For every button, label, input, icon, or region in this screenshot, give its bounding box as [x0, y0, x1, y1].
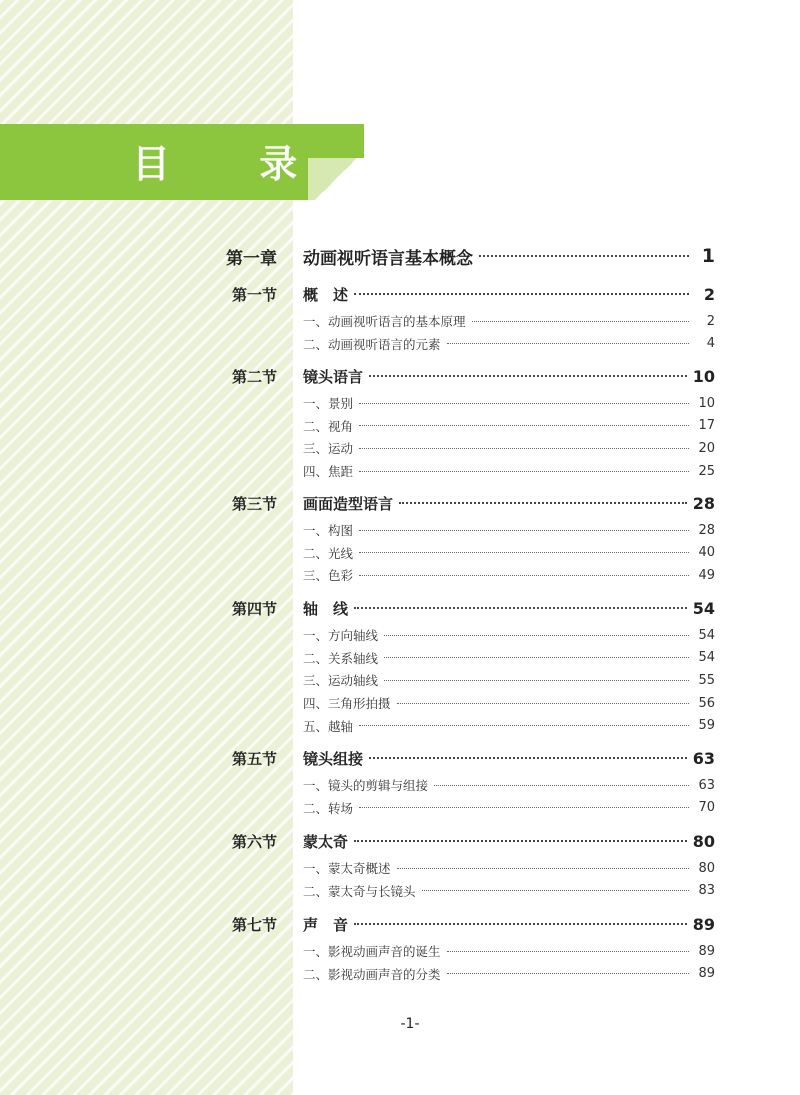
- dot-leader: [447, 951, 689, 952]
- chapter-label: 第一章: [226, 248, 277, 269]
- section-row[interactable]: [0, 284, 800, 304]
- subsection-title: 二、动画视听语言的元素: [303, 336, 441, 352]
- dot-leader: [359, 530, 689, 531]
- subsection-entry: [303, 882, 715, 900]
- section-entry: [303, 493, 715, 514]
- section-title: 蒙太奇: [303, 832, 349, 851]
- subsection-title: 二、转场: [303, 800, 354, 816]
- dot-leader: [397, 868, 689, 869]
- subsection-entry: [303, 859, 715, 877]
- section-row[interactable]: [0, 914, 800, 934]
- section-label: 第三节: [232, 494, 278, 513]
- subsection-title: 一、方向轴线: [303, 628, 379, 643]
- section-label: 第六节: [232, 832, 278, 851]
- subsection-row[interactable]: [0, 717, 800, 735]
- dot-leader: [384, 635, 689, 636]
- subsection-entry: [303, 717, 715, 735]
- subsection-entry: [303, 965, 715, 983]
- subsection-page: 56: [698, 695, 715, 711]
- subsection-title: 二、视角: [303, 418, 354, 434]
- subsection-page: 2: [706, 313, 715, 329]
- section-label: 第二节: [232, 367, 278, 386]
- dot-leader: [447, 343, 689, 344]
- section-label: 第七节: [232, 915, 278, 934]
- dot-leader: [359, 552, 689, 553]
- section-page: 63: [692, 748, 715, 768]
- section-entry: [303, 598, 715, 619]
- dot-leader: [369, 757, 687, 759]
- section-row[interactable]: [0, 366, 800, 386]
- subsection-page: 80: [698, 860, 715, 876]
- section-page: 89: [692, 914, 715, 934]
- dot-leader: [359, 448, 689, 449]
- section-title: 声 音: [303, 915, 349, 934]
- dot-leader: [359, 725, 689, 726]
- section-title: 轴 线: [303, 599, 349, 618]
- subsection-row[interactable]: [0, 776, 800, 794]
- subsection-page: 55: [698, 672, 715, 688]
- section-title: 概 述: [303, 285, 349, 304]
- subsection-title: 一、动画视听语言的基本原理: [303, 314, 466, 329]
- section-label: 第五节: [232, 749, 278, 768]
- section-row[interactable]: [0, 493, 800, 513]
- subsection-entry: [303, 335, 715, 353]
- subsection-row[interactable]: [0, 312, 800, 330]
- dot-leader: [447, 973, 689, 974]
- page-number-footer: -1-: [400, 1016, 420, 1032]
- subsection-row[interactable]: [0, 566, 800, 584]
- chapter-title: 动画视听语言基本概念: [303, 248, 473, 269]
- subsection-title: 一、蒙太奇概述: [303, 861, 391, 876]
- subsection-page: 25: [698, 463, 715, 479]
- section-entry: [303, 748, 715, 769]
- section-label: 第四节: [232, 599, 278, 618]
- subsection-page: 17: [698, 418, 715, 434]
- subsection-entry: [303, 544, 715, 562]
- subsection-row[interactable]: [0, 521, 800, 539]
- subsection-entry: [303, 521, 715, 539]
- page-title: 目 录: [132, 142, 336, 186]
- dot-leader: [472, 321, 689, 322]
- dot-leader: [369, 375, 687, 377]
- dot-leader: [354, 607, 687, 609]
- subsection-page: 89: [698, 966, 715, 982]
- chapter-page: 1: [701, 245, 715, 267]
- subsection-title: 三、运动: [303, 441, 354, 457]
- subsection-entry: [303, 799, 715, 817]
- dot-leader: [399, 502, 687, 504]
- subsection-row[interactable]: [0, 417, 800, 435]
- section-page: 2: [703, 284, 715, 304]
- dot-leader: [359, 403, 689, 404]
- subsection-title: 一、镜头的剪辑与组接: [303, 778, 429, 793]
- subsection-title: 二、关系轴线: [303, 650, 379, 666]
- chapter-entry: [303, 244, 715, 269]
- dot-leader: [359, 807, 689, 808]
- subsection-row[interactable]: [0, 462, 800, 480]
- subsection-title: 三、运动轴线: [303, 673, 379, 689]
- dot-leader: [422, 890, 689, 891]
- subsection-row[interactable]: [0, 859, 800, 877]
- dot-leader: [354, 293, 689, 295]
- subsection-title: 一、影视动画声音的诞生: [303, 944, 441, 959]
- subsection-entry: [303, 776, 715, 794]
- subsection-title: 二、影视动画声音的分类: [303, 966, 441, 982]
- subsection-page: 20: [698, 440, 715, 456]
- subsection-row[interactable]: [0, 439, 800, 457]
- section-page: 28: [692, 493, 715, 513]
- subsection-page: 49: [698, 567, 715, 583]
- section-title: 画面造型语言: [303, 494, 394, 513]
- subsection-row[interactable]: [0, 942, 800, 960]
- subsection-entry: [303, 394, 715, 412]
- subsection-page: 63: [698, 777, 715, 793]
- subsection-title: 五、越轴: [303, 718, 354, 734]
- subsection-page: 70: [698, 800, 715, 816]
- subsection-row[interactable]: [0, 799, 800, 817]
- dot-leader: [397, 703, 689, 704]
- subsection-page: 59: [698, 718, 715, 734]
- subsection-entry: [303, 312, 715, 330]
- section-page: 10: [692, 366, 715, 386]
- subsection-page: 4: [706, 336, 715, 352]
- subsection-page: 89: [698, 943, 715, 959]
- subsection-row[interactable]: [0, 394, 800, 412]
- dot-leader: [384, 657, 689, 658]
- subsection-row[interactable]: [0, 544, 800, 562]
- subsection-entry: [303, 417, 715, 435]
- subsection-entry: [303, 566, 715, 584]
- subsection-entry: [303, 439, 715, 457]
- subsection-title: 三、色彩: [303, 568, 354, 584]
- subsection-row[interactable]: [0, 965, 800, 983]
- section-entry: [303, 831, 715, 852]
- subsection-page: 54: [698, 650, 715, 666]
- subsection-page: 40: [698, 545, 715, 561]
- section-label: 第一节: [232, 285, 278, 304]
- section-row[interactable]: [0, 831, 800, 851]
- section-page: 54: [692, 598, 715, 618]
- dot-leader: [359, 425, 689, 426]
- subsection-title: 一、构图: [303, 523, 354, 538]
- subsection-entry: [303, 942, 715, 960]
- section-entry: [303, 284, 715, 305]
- chapter-row[interactable]: [0, 244, 800, 268]
- subsection-page: 83: [698, 883, 715, 899]
- dot-leader: [359, 575, 689, 576]
- subsection-entry: [303, 462, 715, 480]
- subsection-page: 54: [698, 627, 715, 643]
- dot-leader: [354, 840, 687, 842]
- subsection-page: 10: [698, 395, 715, 411]
- subsection-entry: [303, 626, 715, 644]
- subsection-row[interactable]: [0, 671, 800, 689]
- subsection-row[interactable]: [0, 882, 800, 900]
- section-entry: [303, 914, 715, 935]
- subsection-entry: [303, 694, 715, 712]
- subsection-row[interactable]: [0, 626, 800, 644]
- subsection-page: 28: [698, 522, 715, 538]
- dot-leader: [359, 471, 689, 472]
- subsection-title: 四、三角形拍摄: [303, 696, 391, 712]
- dot-leader: [384, 680, 689, 681]
- subsection-row[interactable]: [0, 649, 800, 667]
- subsection-title: 二、蒙太奇与长镜头: [303, 883, 416, 899]
- dot-leader: [354, 923, 687, 925]
- section-title: 镜头组接: [303, 749, 364, 768]
- section-page: 80: [692, 831, 715, 851]
- subsection-entry: [303, 649, 715, 667]
- dot-leader: [434, 785, 689, 786]
- subsection-row[interactable]: [0, 335, 800, 353]
- section-title: 镜头语言: [303, 367, 364, 386]
- subsection-title: 二、光线: [303, 545, 354, 561]
- subsection-entry: [303, 671, 715, 689]
- section-entry: [303, 366, 715, 387]
- subsection-row[interactable]: [0, 694, 800, 712]
- section-row[interactable]: [0, 598, 800, 618]
- subsection-title: 四、焦距: [303, 464, 354, 480]
- subsection-title: 一、景别: [303, 396, 354, 411]
- section-row[interactable]: [0, 748, 800, 768]
- dot-leader: [479, 255, 689, 257]
